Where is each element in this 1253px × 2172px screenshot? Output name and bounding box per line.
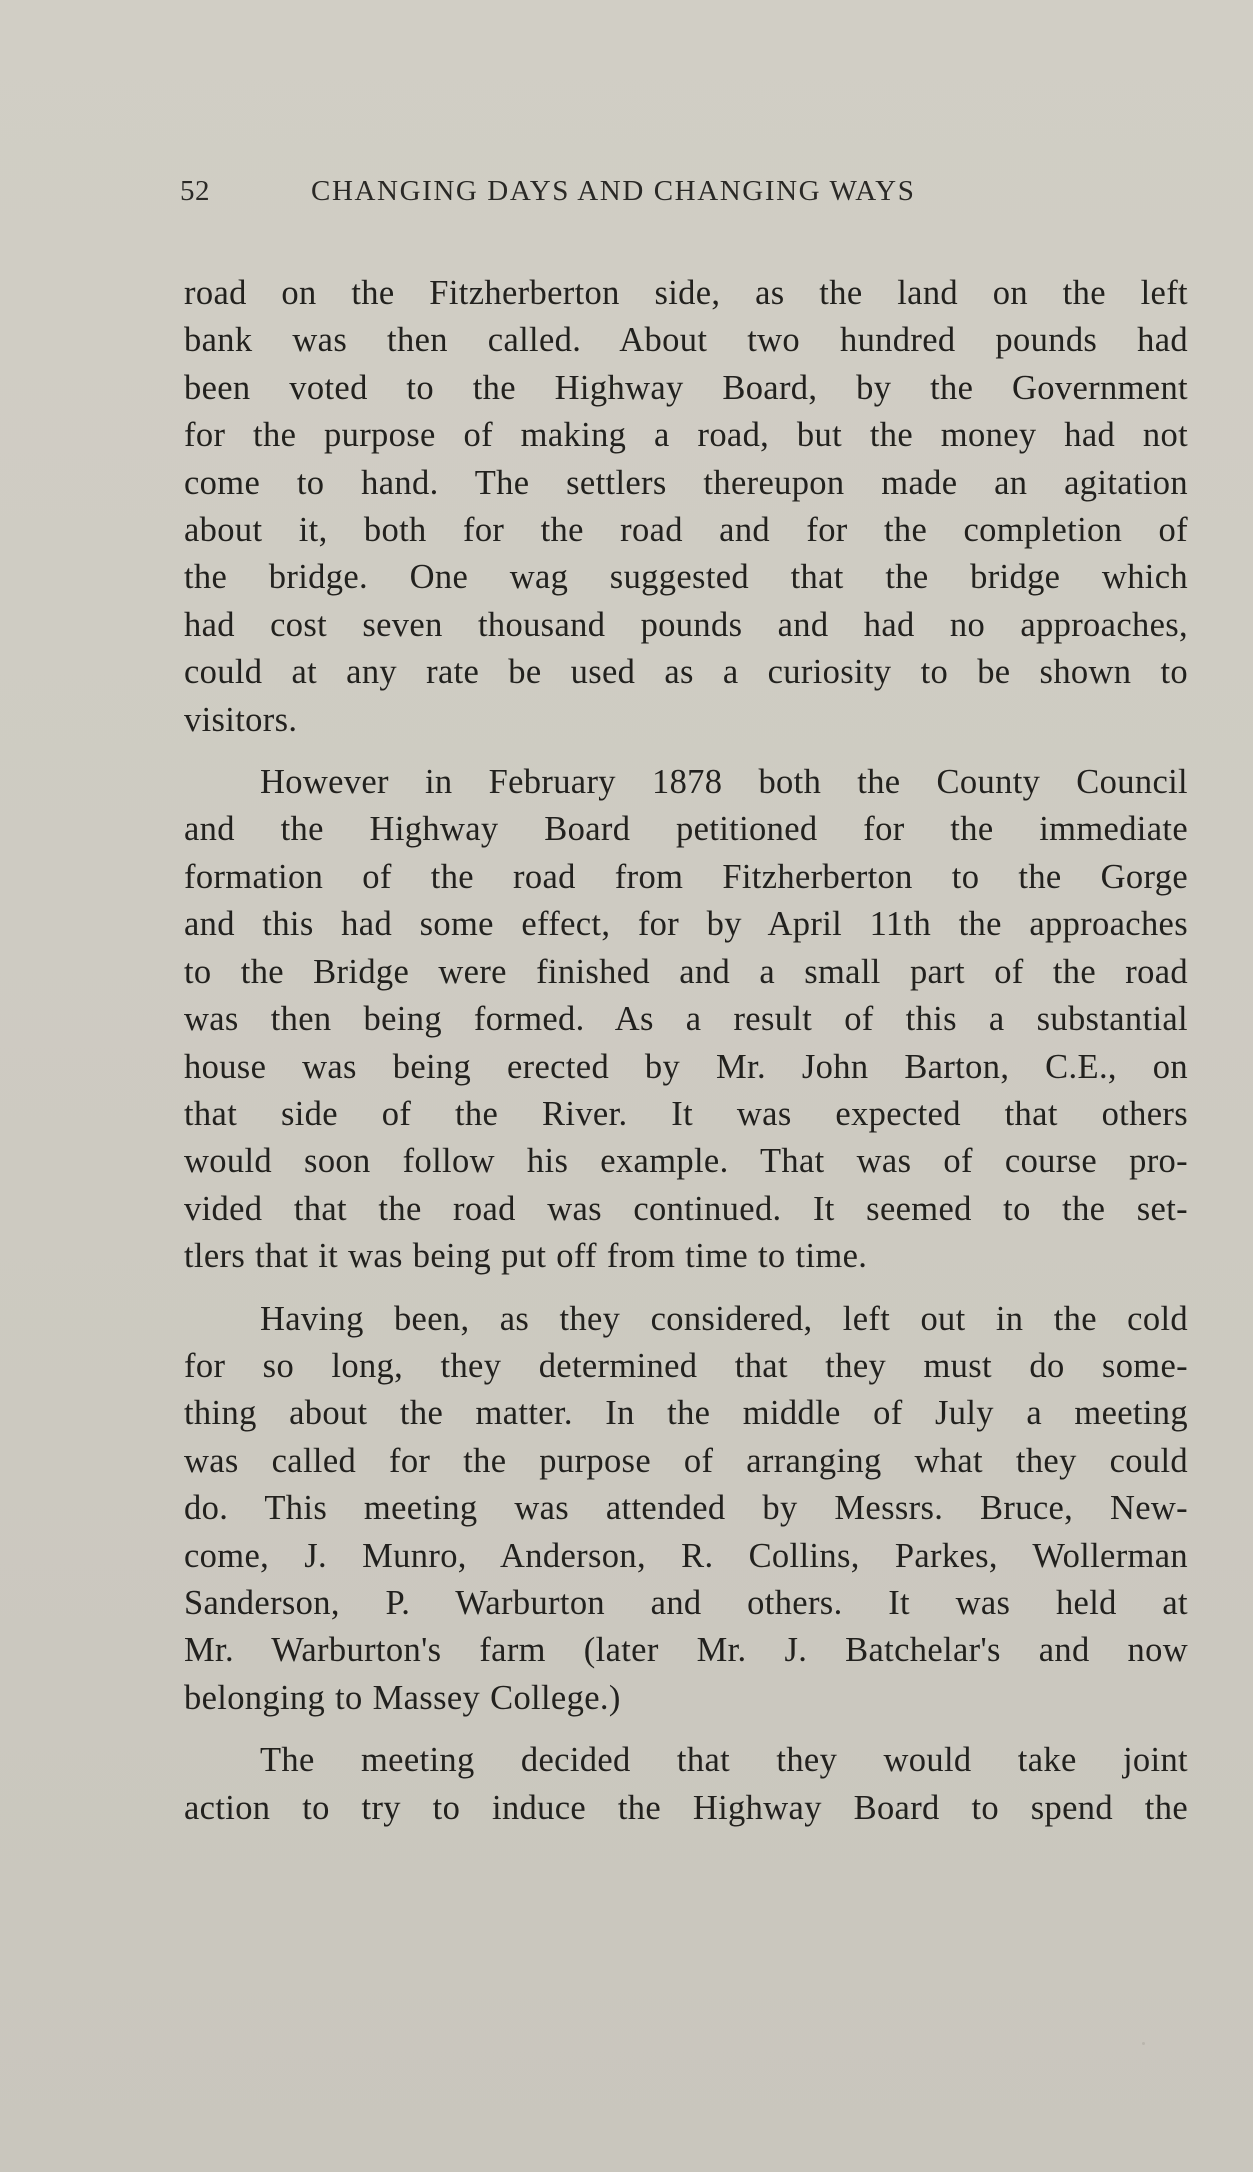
text-line: house was being erected by Mr. John Barton, C.E., on [184,1047,1188,1086]
text-line: been voted to the Highway Board, by the Government [184,368,1188,407]
text-line: for the purpose of making a road, but the money had not [184,416,1188,455]
text-line: the bridge. One wag suggested that the bridge which [184,558,1188,597]
text-line: The meeting decided that they would take joint [260,1741,1188,1780]
text-line: do. This meeting was attended by Messrs. Bruce, New- [184,1489,1188,1528]
text-line: for so long, they determined that they must do some- [184,1346,1188,1385]
text-line: tlers that it was being put off from time to time. [184,1237,868,1276]
text-line: vided that the road was continued. It seemed to the set- [184,1189,1188,1228]
text-line: Having been, as they considered, left out in the cold [260,1299,1188,1338]
paragraph-3 [184,1296,1188,1723]
text-line: had cost seven thousand pounds and had no approaches, [184,605,1188,644]
text-line: action to try to induce the Highway Board to spend the [184,1788,1188,1827]
text-line: and this had some effect, for by April 11th the approaches [184,905,1188,944]
page-number: 52 [180,175,210,207]
text-line: that side of the River. It was expected that others [184,1094,1188,1133]
text-line: Mr. Warburton's farm (later Mr. J. Batchelar's and now [184,1631,1188,1670]
paragraph-4 [184,1737,1188,1832]
text-line: bank was then called. About two hundred pounds had [184,321,1188,360]
text-line: was then being formed. As a result of this a substantial [184,1000,1188,1039]
paragraph-1 [184,270,1188,744]
text-line: to the Bridge were finished and a small part of the road [184,952,1188,991]
running-title: CHANGING DAYS AND CHANGING WAYS [311,175,916,207]
text-line: and the Highway Board petitioned for the immediate [184,810,1188,849]
text-line: would soon follow his example. That was of course pro- [184,1142,1188,1181]
paper-speck [1142,2042,1145,2045]
text-line: come to hand. The settlers thereupon made an agitation [184,463,1188,502]
text-line: road on the Fitzherberton side, as the land on the left [184,274,1188,312]
text-line: visitors. [184,700,298,739]
paragraph-2 [184,759,1188,1280]
text-line: However in February 1878 both the County Council [260,763,1188,802]
text-line: thing about the matter. In the middle of July a meeting [184,1394,1188,1433]
running-header [180,175,1180,221]
body-text [184,270,1188,1847]
text-line: could at any rate be used as a curiosity to be shown to [184,653,1188,692]
text-line: Sanderson, P. Warburton and others. It was held at [184,1583,1188,1622]
text-line: about it, both for the road and for the completion of [184,511,1188,550]
text-line: belonging to Massey College.) [184,1678,621,1717]
text-line: was called for the purpose of arranging what they could [184,1441,1188,1480]
text-line: come, J. Munro, Anderson, R. Collins, Parkes, Wollerman [184,1536,1188,1575]
text-line: formation of the road from Fitzherberton to the Gorge [184,857,1188,896]
